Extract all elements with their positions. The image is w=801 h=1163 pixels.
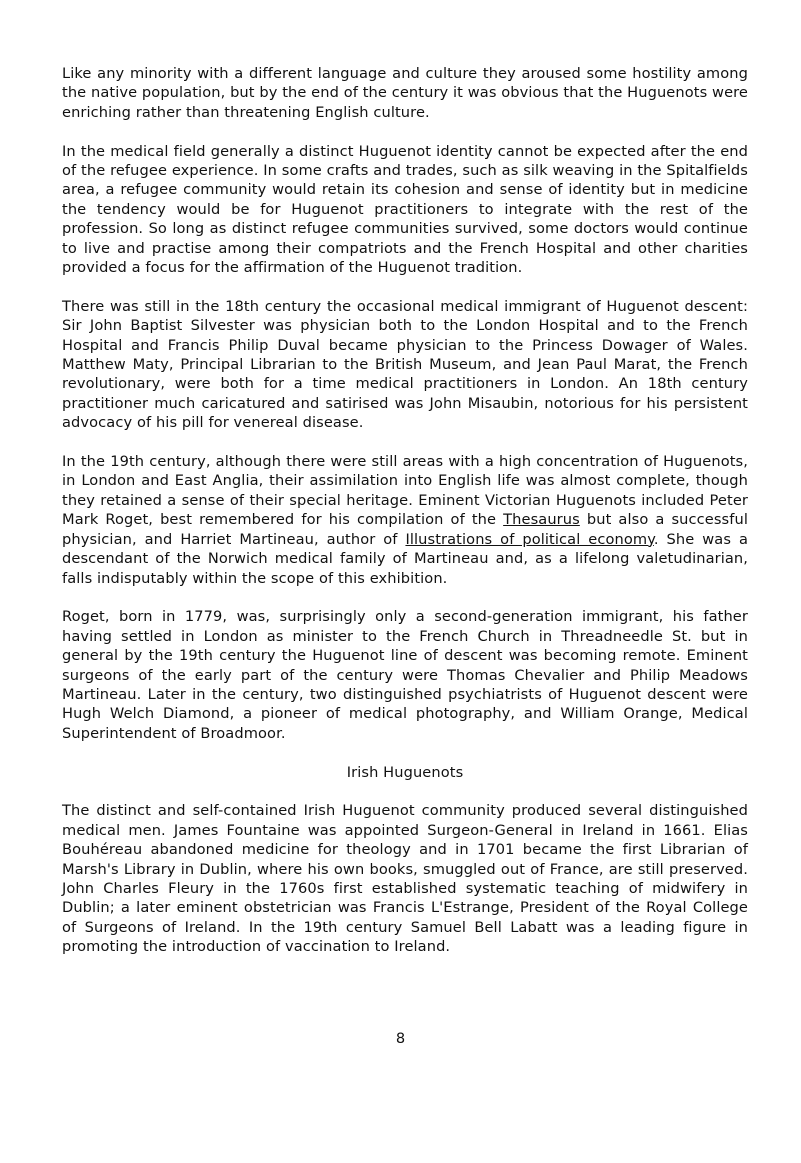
paragraph-minority-hostility: Like any minority with a different language and culture they aroused some hostility among the native population, but by the end of the century it was obvious that the Huguenots were enriching rather than threatening English culture.: [62, 65, 748, 121]
paragraph-irish-huguenots: The distinct and self-contained Irish Huguenot community produced several distinguished medical men. James Fountaine was appointed Surgeon-General in Ireland in 1661. Elias Bouhéreau abandoned medicine for theology and in 1701 became the first Librarian of Marsh's Library in Dublin, where his own books, smuggled out of France, are still preserved. John Charles Fleury in the 1760s first established systematic teaching of midwifery in Dublin; a later eminent obstetrician was Francis L'Estrange, President of the Royal College of Surgeons of Ireland. In the 19th century Samuel Bell Labatt was a leading figure in promoting the introduction of vaccination to Ireland.: [62, 802, 748, 956]
paragraph-19th-century: [62, 452, 748, 588]
paragraph-19th-century-text-1: In the 19th century, although there were still areas with a high concentration of Huguenots, in London and East Anglia, their assimilation into English life was almost complete, though they retained a sense of their special heritage. Eminent Victorian Huguenots included Peter Mark Roget, best remembered for his compilation of the: [62, 453, 748, 529]
book-title-thesaurus: Thesaurus: [503, 511, 580, 529]
paragraph-medical-identity: In the medical field generally a distinct Huguenot identity cannot be expected after the end of the refugee experience. In some crafts and trades, such as silk weaving in the Spitalfields area, a refugee community would retain its cohesion and sense of identity but in medicine the tendency would be for Huguenot practitioners to integrate with the rest of the profession. So long as distinct refugee communities survived, some doctors would continue to live and practise among their compatriots and the French Hospital and other charities provided a focus for the affirmation of the Huguenot tradition.: [62, 142, 748, 277]
page-number: 8: [395, 1030, 406, 1047]
document-page: [62, 64, 748, 976]
section-heading-irish-huguenots: Irish Huguenots: [346, 763, 464, 781]
paragraph-19th-century-text-3: . She was a descendant of the Norwich medical family of Martineau and, as a lifelong valetudinarian, falls indisputably within the scope of this exhibition.: [62, 530, 748, 587]
paragraph-19th-century-text-2: but also a successful physician, and Harriet Martineau, author of: [62, 511, 748, 548]
book-title-illustrations: Illustrations of political economy: [405, 530, 654, 548]
paragraph-roget: Roget, born in 1779, was, surprisingly only a second-generation immigrant, his father having settled in London as minister to the French Church in Threadneedle St. but in general by the 19th century the Huguenot line of descent was becoming remote. Eminent surgeons of the early part of the century were Thomas Chevalier and Philip Meadows Martineau. Later in the century, two distinguished psychiatrists of Huguenot descent were Hugh Welch Diamond, a pioneer of medical photography, and William Orange, Medical Superintendent of Broadmoor.: [62, 608, 748, 742]
paragraph-18th-century: There was still in the 18th century the occasional medical immigrant of Huguenot descent: Sir John Baptist Silvester was physician both to the London Hospital and to the French Hospital and Francis Philip Duval became physician to the Princess Dowager of Wales. Matthew Maty, Principal Librarian to the British Museum, and Jean Paul Marat, the French revolutionary, were both for a time medical practitioners in London. An 18th century practitioner much caricatured and satirised was John Misaubin, notorious for his persistent advocacy of his pill for venereal disease.: [62, 297, 748, 432]
